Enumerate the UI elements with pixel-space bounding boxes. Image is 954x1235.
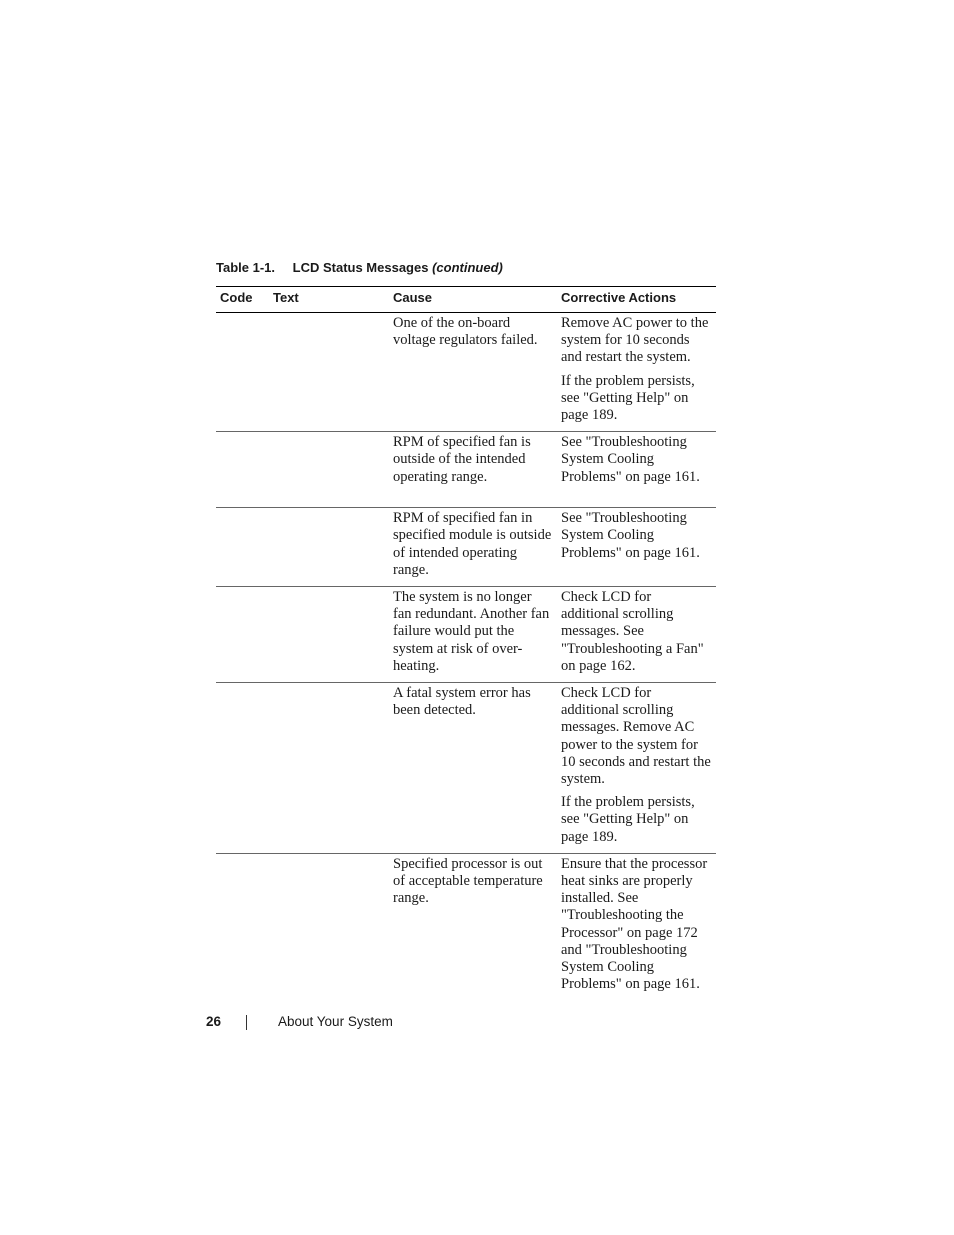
table-number: Table 1-1. — [216, 260, 276, 275]
actions-cell — [557, 313, 716, 432]
table-row — [216, 313, 716, 432]
header-cause: Cause — [389, 287, 557, 313]
cause-text: RPM of specified fan in specified module is outside of intended operating range. — [393, 510, 552, 578]
lcd-status-table — [216, 286, 716, 1001]
action-text: Check LCD for additional scrolling messages. See "Troubleshooting a Fan" on page 162. — [561, 589, 704, 674]
text-cell — [269, 432, 389, 508]
text-cell — [269, 508, 389, 587]
text-cell — [269, 853, 389, 1000]
header-corrective-actions: Corrective Actions — [557, 287, 716, 313]
text-cell — [269, 683, 389, 854]
footer-divider — [246, 1015, 247, 1030]
action-text: If the problem persists, see "Getting Help" on page 189. — [561, 372, 695, 424]
action-text: Ensure that the processor heat sinks are properly installed. See "Troubleshooting the Processor" on page 172 and "Troubleshooting System Cooling Problems" on page 161. — [561, 855, 708, 993]
table-row — [216, 683, 716, 854]
actions-cell — [557, 432, 716, 508]
text-cell — [269, 587, 389, 683]
footer-section-title: About Your System — [278, 1014, 393, 1029]
header-text: Text — [269, 287, 389, 313]
code-cell — [216, 587, 269, 683]
code-cell — [216, 432, 269, 508]
cause-cell — [389, 313, 557, 432]
cause-text: A fatal system error has been detected. — [393, 685, 531, 719]
table-continued-label: (continued) — [432, 260, 503, 275]
cause-cell — [389, 432, 557, 508]
table-row — [216, 432, 716, 508]
action-text: See "Troubleshooting System Cooling Problems" on page 161. — [561, 434, 700, 485]
cause-text: One of the on-board voltage regulators failed. — [393, 315, 538, 349]
table-title: LCD Status Messages — [292, 260, 429, 275]
code-cell — [216, 313, 269, 432]
table-caption — [216, 260, 503, 275]
code-cell — [216, 853, 269, 1000]
cause-text: RPM of specified fan is outside of the intended operating range. — [393, 434, 531, 485]
table-row — [216, 853, 716, 1000]
action-text: If the problem persists, see "Getting Help" on page 189. — [561, 794, 695, 845]
header-code: Code — [216, 287, 269, 313]
table-row — [216, 587, 716, 683]
cause-text: Specified processor is out of acceptable temperature range. — [393, 855, 543, 907]
text-cell — [269, 313, 389, 432]
actions-cell — [557, 587, 716, 683]
actions-cell — [557, 683, 716, 854]
cause-cell — [389, 508, 557, 587]
table-header-row — [216, 287, 716, 313]
action-text: See "Troubleshooting System Cooling Problems" on page 161. — [561, 510, 700, 561]
cause-cell — [389, 853, 557, 1000]
cause-cell — [389, 587, 557, 683]
code-cell — [216, 508, 269, 587]
page-number: 26 — [206, 1014, 222, 1029]
cause-cell — [389, 683, 557, 854]
action-text: Check LCD for additional scrolling messages. Remove AC power to the system for 10 seconds and restart the system. — [561, 685, 711, 788]
actions-cell — [557, 853, 716, 1000]
table-row — [216, 508, 716, 587]
code-cell — [216, 683, 269, 854]
actions-cell — [557, 508, 716, 587]
action-text: Remove AC power to the system for 10 seconds and restart the system. — [561, 315, 709, 366]
cause-text: The system is no longer fan redundant. Another fan failure would put the system at risk of over-heating. — [393, 589, 550, 674]
